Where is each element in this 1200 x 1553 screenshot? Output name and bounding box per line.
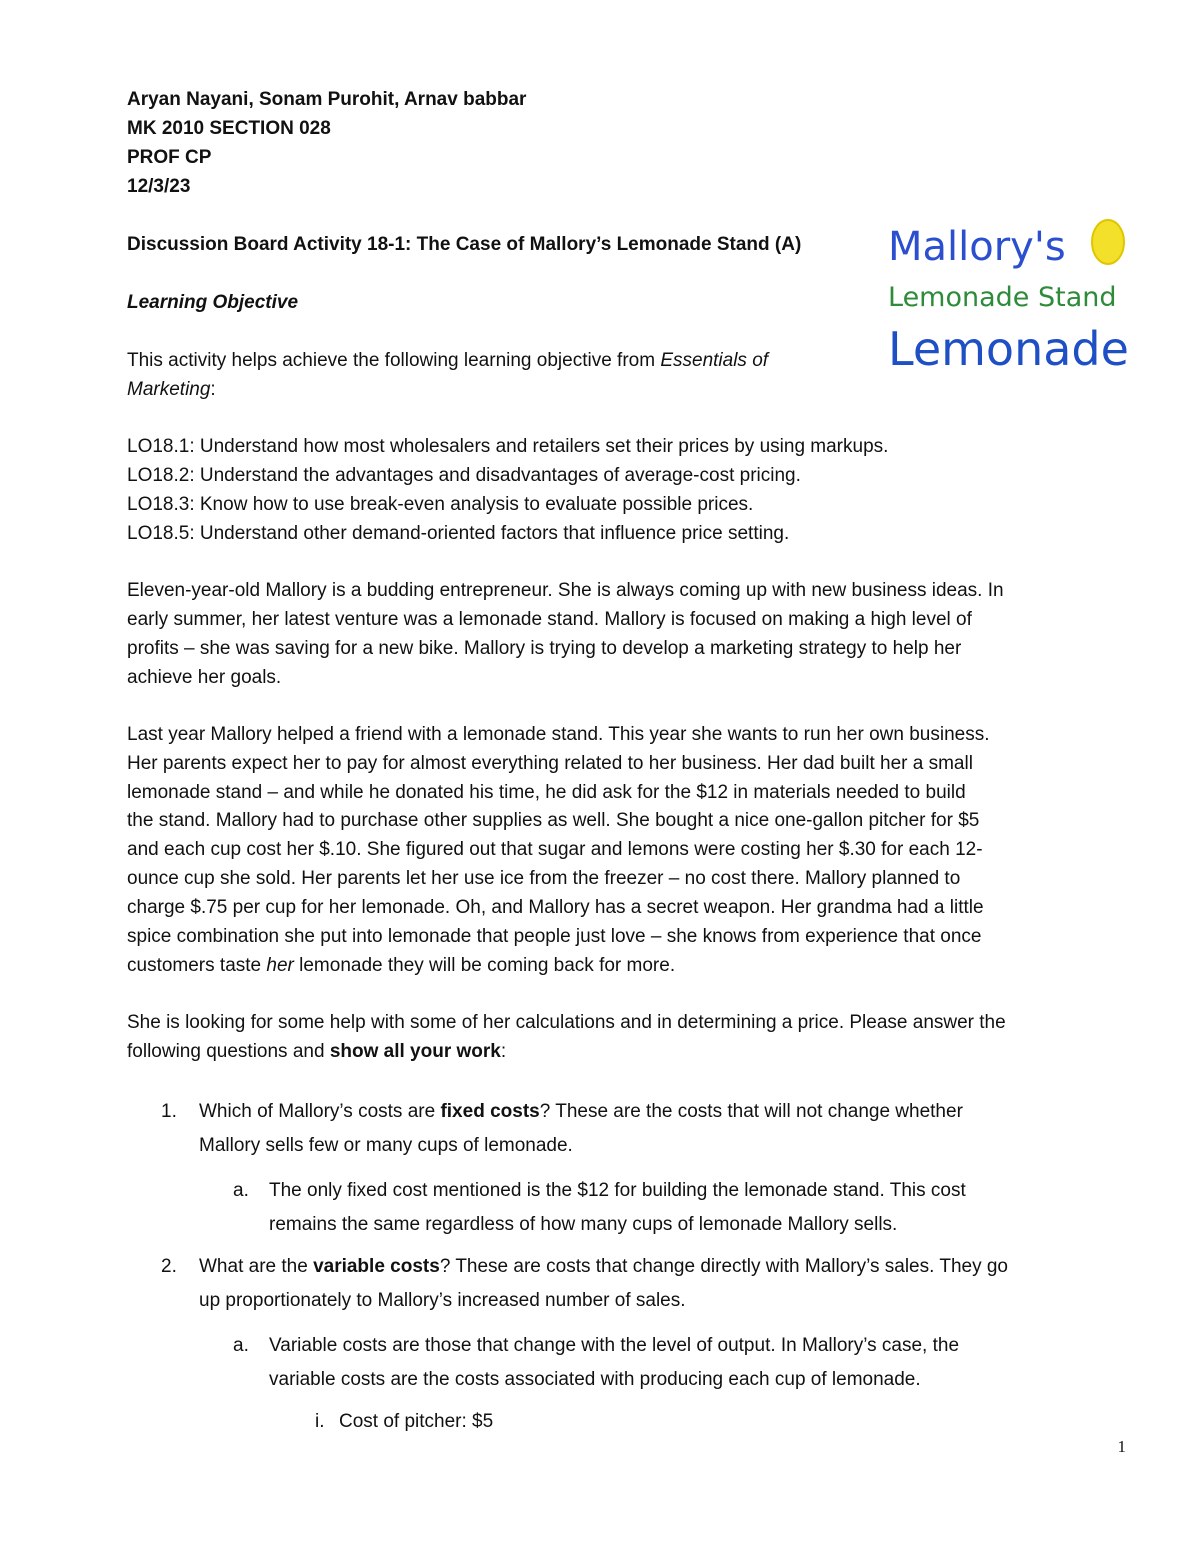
intro-before: This activity helps achieve the following learning objective from [127, 350, 661, 371]
paragraph2-last-line [127, 951, 675, 980]
intro-line2 [127, 375, 216, 404]
q1-after: ? These are the costs that will not change whether [539, 1101, 963, 1122]
p2-last-italic: her [266, 955, 294, 976]
answer-line2: variable costs are the costs associated with producing each cup of lemonade. [269, 1369, 921, 1390]
authors: Aryan Nayani, Sonam Purohit, Arnav babbar [127, 89, 527, 110]
paragraph2-line: charge $.75 per cup for her lemonade. Oh, and Mallory has a secret weapon. Her grandma had a little [127, 897, 984, 918]
paragraph2-line: and each cup cost her $.10. She figured out that sugar and lemons were costing her $.30 for each 12- [127, 839, 983, 860]
question-line1 [199, 1095, 963, 1129]
sub-marker: i. [315, 1411, 325, 1432]
p3-before: following questions and [127, 1041, 330, 1062]
answer-line1: Variable costs are those that change with the level of output. In Mallory’s case, the [269, 1335, 960, 1356]
logo-line3: Lemonade [888, 322, 1129, 376]
intro-after: : [210, 379, 216, 400]
paragraph2-line: Last year Mallory helped a friend with a lemonade stand. This year she wants to run her own business. [127, 724, 990, 745]
course: MK 2010 SECTION 028 [127, 118, 331, 139]
question-line2: up proportionately to Mallory’s increased number of sales. [199, 1290, 686, 1311]
sub-item: Cost of pitcher: $5 [339, 1411, 494, 1432]
q2-bold: variable costs [313, 1256, 440, 1277]
question-line1 [199, 1250, 1008, 1284]
q2-before: What are the [199, 1256, 314, 1277]
answer-line1: The only fixed cost mentioned is the $12 for building the lemonade stand. This cost [269, 1180, 966, 1201]
p2-last-before: customers taste [127, 955, 267, 976]
page-title: Discussion Board Activity 18-1: The Case of Mallory’s Lemonade Stand (A) [127, 234, 802, 255]
logo-line2 [888, 282, 1117, 313]
q1-bold: fixed costs [440, 1101, 540, 1122]
paragraph1-line: early summer, her latest venture was a lemonade stand. Mallory is focused on making a high level of [127, 609, 972, 630]
intro-line1 [127, 346, 768, 375]
mallorys-lemonade-logo [880, 210, 1140, 390]
objective-item: LO18.1: Understand how most wholesalers and retailers set their prices by using markups. [127, 436, 889, 457]
paragraph1-line: achieve her goals. [127, 667, 282, 688]
logo-line2-text: Lemonade Stand [888, 282, 1117, 313]
objective-item: LO18.5: Understand other demand-oriented factors that influence price setting. [127, 523, 790, 544]
p3-bold: show all your work [329, 1041, 501, 1062]
objective-item: LO18.2: Understand the advantages and disadvantages of average-cost pricing. [127, 465, 801, 486]
answer-marker: a. [233, 1335, 249, 1356]
p2-last-after: lemonade they will be coming back for more. [293, 955, 676, 976]
question-number: 2. [161, 1256, 177, 1277]
lemon-icon [1092, 220, 1124, 264]
paragraph2-line: spice combination she put into lemonade that people just love – she knows from experience that once [127, 926, 982, 947]
paragraph1-line: Eleven-year-old Mallory is a budding entrepreneur. She is always coming up with new business ideas. In [127, 580, 1004, 601]
q2-after: ? These are costs that change directly with Mallory’s sales. They go [439, 1256, 1008, 1277]
paragraph2-line: lemonade stand – and while he donated his time, he did ask for the $12 in materials needed to build [127, 782, 966, 803]
objective-item: LO18.3: Know how to use break-even analysis to evaluate possible prices. [127, 494, 754, 515]
answer-line2: remains the same regardless of how many cups of lemonade Mallory sells. [269, 1214, 898, 1235]
question-line2: Mallory sells few or many cups of lemonade. [199, 1135, 573, 1156]
paragraph2-line: Her parents expect her to pay for almost everything related to her business. Her dad built her a small [127, 753, 973, 774]
q1-before: Which of Mallory’s costs are [199, 1101, 441, 1122]
paragraph3-line1: She is looking for some help with some of her calculations and in determining a price. Please answer the [127, 1012, 1006, 1033]
question-number: 1. [161, 1101, 177, 1122]
paragraph2-line: ounce cup she sold. Her parents let her use ice from the freezer – no cost there. Mallory planned to [127, 868, 961, 889]
intro-book-line1: Essentials of [660, 350, 769, 371]
intro-book-line2: Marketing [127, 379, 211, 400]
logo-line1: Mallory's [888, 224, 1066, 270]
p3-after: : [500, 1041, 507, 1062]
date: 12/3/23 [127, 176, 191, 197]
paragraph1-line: profits – she was saving for a new bike. Mallory is trying to develop a marketing strategy to help her [127, 638, 962, 659]
paragraph2-line: the stand. Mallory had to purchase other supplies as well. She bought a nice one-gallon pitcher for $5 [127, 810, 980, 831]
professor: PROF CP [127, 147, 212, 168]
answer-marker: a. [233, 1180, 249, 1201]
learning-objective-heading: Learning Objective [127, 292, 299, 313]
paragraph3-line2 [127, 1037, 506, 1066]
page-number: 1 [1117, 1437, 1126, 1456]
